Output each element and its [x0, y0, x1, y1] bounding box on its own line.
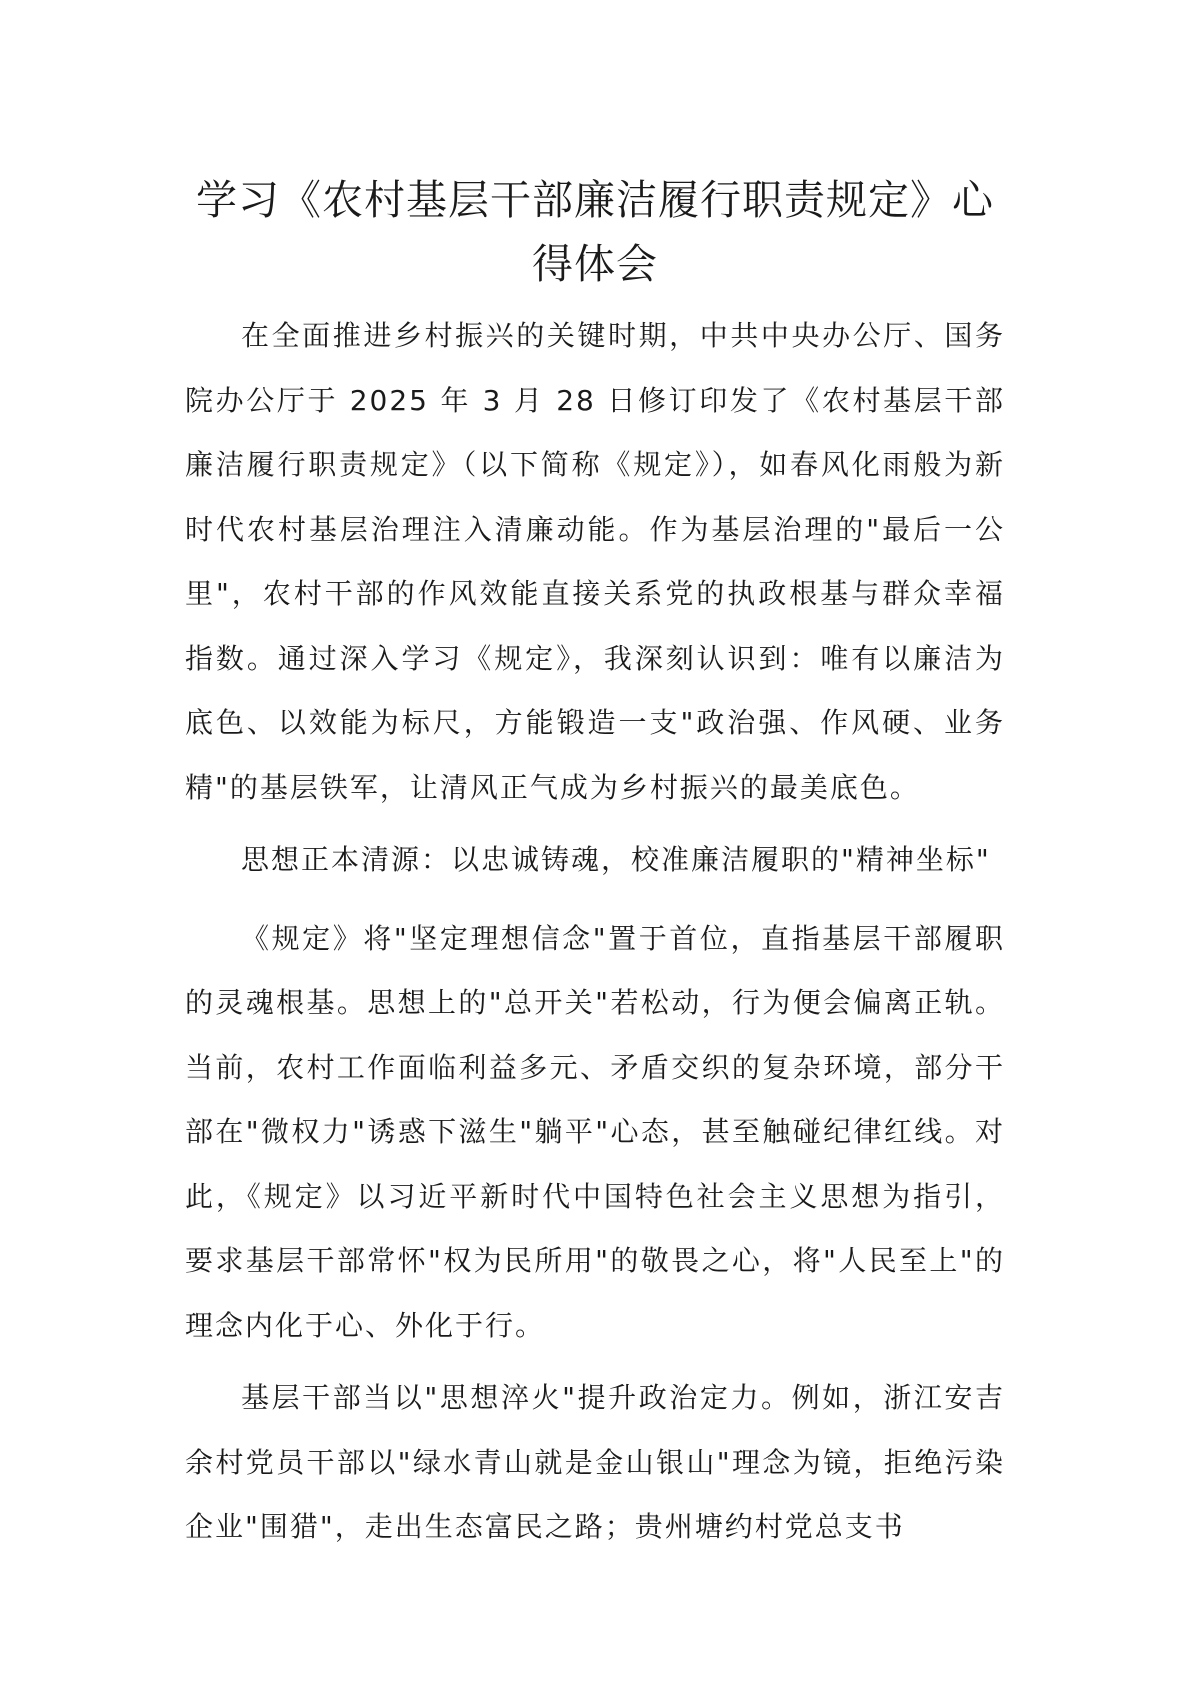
- paragraph-body-2: 基层干部当以"思想淬火"提升政治定力。例如，浙江安吉余村党员干部以"绿水青山就是金山银山"理念为镜，拒绝污染企业"围猎"，走出生态富民之路；贵州塘约村党总支书: [185, 1381, 1005, 1543]
- paragraph-body-1: 《规定》将"坚定理想信念"置于首位，直指基层干部履职的灵魂根基。思想上的"总开关"若松动，行为便会偏离正轨。当前，农村工作面临利益多元、矛盾交织的复杂环境，部分干部在"微权力"诱惑下滋生"躺平"心态，甚至触碰纪律红线。对此，《规定》以习近平新时代中国特色社会主义思想为指引，要求基层干部常怀"权为民所用"的敬畏之心，将"人民至上"的理念内化于心、外化于行。: [185, 921, 1005, 1342]
- document-title: 学习《农村基层干部廉洁履行职责规定》心得体会: [196, 176, 994, 288]
- paragraph-intro: 在全面推进乡村振兴的关键时期，中共中央办公厅、国务院办公厅于 2025 年 3 月 28 日修订印发了《农村基层干部廉洁履行职责规定》（以下简称《规定》），如春风化雨般为新时代农村基层治理注入清廉动能。作为基层治理的"最后一公里"，农村干部的作风效能直接关系党的执政根基与群众幸福指数。通过深入学习《规定》，我深刻认识到：唯有以廉洁为底色、以效能为标尺，方能锻造一支"政治强、作风硬、业务精"的基层铁军，让清风正气成为乡村振兴的最美底色。: [185, 319, 1005, 804]
- section-heading: 思想正本清源：以忠诚铸魂，校准廉洁履职的"精神坐标": [241, 843, 991, 876]
- document-page: [185, 168, 1005, 1560]
